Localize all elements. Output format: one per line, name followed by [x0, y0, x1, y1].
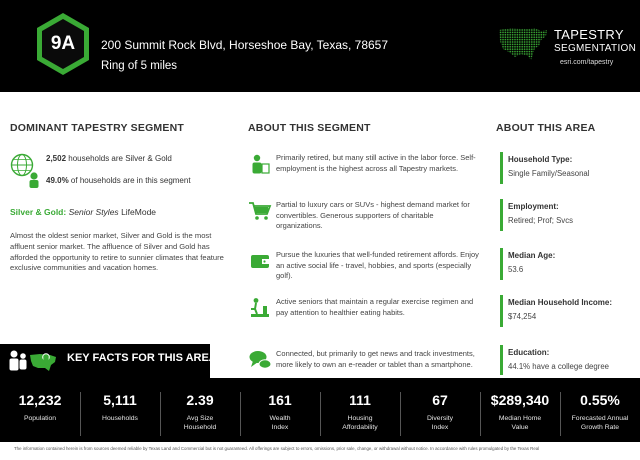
- households-stat: [46, 154, 172, 163]
- about-text-4: Active seniors that maintain a regular exercise regimen and pay attention to healthier eating habits.: [276, 297, 474, 317]
- person-icon: [248, 153, 272, 175]
- key-fact-population: [0, 384, 80, 424]
- key-fact-label-2: Index: [431, 423, 449, 431]
- key-fact-label: Households: [102, 415, 138, 422]
- area-label: Employment:: [508, 202, 559, 211]
- percent-stat: [46, 176, 191, 185]
- about-area-heading: ABOUT THIS AREA: [496, 122, 596, 134]
- fitness-icon: [248, 297, 272, 319]
- percent-text: of households are in this segment: [70, 176, 191, 185]
- key-fact-value: 12,232: [18, 392, 62, 408]
- area-label: Household Type:: [508, 155, 573, 164]
- area-accent-bar: [500, 345, 503, 375]
- households-count: 2,502: [46, 154, 67, 163]
- key-fact-value: 0.55%: [580, 392, 620, 408]
- key-fact-diversity-index: [400, 384, 480, 432]
- key-fact-value: 161: [268, 392, 292, 408]
- lifemode-group: Senior Styles: [68, 207, 119, 217]
- ring-text: Ring of 5 miles: [101, 60, 178, 72]
- area-label: Education:: [508, 348, 550, 357]
- brand-title: TAPESTRY: [554, 27, 624, 42]
- segment-name: Silver & Gold:: [10, 207, 67, 217]
- shopping-cart-icon: [248, 200, 272, 222]
- about-text-5: Connected, but primarily to get news and track investments, more likely to own an e-reader or tablet than a smartphone.: [276, 349, 475, 369]
- key-fact-median-home-value: [480, 384, 560, 432]
- about-text-1: Primarily retired, but many still active in the labor force. Self-employment is the highest across all Tapestry markets.: [276, 153, 476, 173]
- key-fact-label: Population: [23, 415, 57, 422]
- key-facts-people-map-icon: [6, 346, 62, 382]
- key-facts-heading: KEY FACTS FOR THIS AREA: [67, 352, 217, 364]
- percent-value: 49.0%: [46, 176, 69, 185]
- key-fact-label-2: Index: [271, 423, 289, 431]
- area-value: 44.1% have a college degree: [508, 362, 610, 371]
- area-accent-bar: [500, 152, 503, 184]
- area-value: Single Family/Seasonal: [508, 169, 590, 178]
- lifemode-suffix: LifeMode: [121, 207, 157, 217]
- us-map-icon: [497, 24, 549, 62]
- area-accent-bar: [500, 199, 503, 231]
- area-accent-bar: [500, 295, 503, 327]
- key-fact-label: Median Home: [498, 415, 542, 422]
- about-text-2: Partial to luxury cars or SUVs - highest demand market for convertibles. Generous supporters of charitable organizations.: [276, 200, 470, 231]
- key-fact-label-2: Value: [511, 423, 529, 431]
- key-fact-label: Wealth: [269, 415, 291, 422]
- key-fact-label-2: Affordability: [342, 423, 378, 431]
- key-fact-wealth-index: [240, 384, 320, 432]
- about-text-3: Pursue the luxuries that well-funded retirement affords. Enjoy an active social life - travel, hobbies, and sports (especially golf).: [276, 250, 479, 281]
- segment-description: Almost the oldest senior market, Silver and Gold is the most affluent senior market. The affluence of Silver and Gold has afforded the opportunity to retire to sunnier climates that feature exclusive communities and vacation homes.: [10, 231, 224, 273]
- key-fact-label-2: Household: [183, 423, 217, 431]
- key-fact-label-2: Growth Rate: [580, 423, 620, 431]
- key-fact-label: Diversity: [426, 415, 454, 422]
- area-value: 53.6: [508, 265, 524, 274]
- key-fact-housing-affordability: [320, 384, 400, 432]
- area-label: Median Age:: [508, 251, 556, 260]
- brand-url[interactable]: esri.com/tapestry: [560, 59, 614, 66]
- key-fact-label: Forecasted Annual: [571, 415, 629, 422]
- key-fact-growth-rate: [560, 384, 640, 432]
- chat-bubbles-icon: [248, 349, 272, 371]
- area-accent-bar: [500, 248, 503, 280]
- disclaimer-footnote: The information contained herein is from sources deemed reliable by Texas Land and Commercial but is not guaranteed. All offerings are subject to errors, omissions, prior sale, change, or withdrawal without notice. In accordance with rules promulgated by the Texas Real: [14, 446, 540, 451]
- key-fact-value: 2.39: [186, 392, 214, 408]
- households-globe-icon: [10, 151, 42, 191]
- key-fact-avg-size: [160, 384, 240, 432]
- key-fact-households: [80, 384, 160, 424]
- key-fact-label: Housing: [347, 415, 373, 422]
- key-fact-label: Avg Size: [186, 415, 214, 422]
- segment-badge: [34, 11, 92, 77]
- segment-code: 9A: [50, 33, 76, 54]
- area-label: Median Household Income:: [508, 298, 613, 307]
- key-fact-value: $289,340: [490, 392, 550, 408]
- key-fact-value: 111: [349, 392, 371, 408]
- dominant-heading: DOMINANT TAPESTRY SEGMENT: [10, 122, 184, 134]
- about-segment-heading: ABOUT THIS SEGMENT: [248, 122, 371, 134]
- area-value: $74,254: [508, 312, 537, 321]
- wallet-icon: [248, 250, 272, 272]
- key-fact-value: 67: [432, 392, 448, 408]
- segment-name-line: [10, 207, 156, 217]
- key-fact-value: 5,111: [103, 392, 137, 408]
- brand-subtitle: SEGMENTATION: [554, 43, 637, 54]
- address-text: 200 Summit Rock Blvd, Horseshoe Bay, Texas, 78657: [101, 38, 389, 52]
- area-value: Retired; Prof; Svcs: [508, 216, 573, 225]
- households-text: households are Silver & Gold: [68, 154, 172, 163]
